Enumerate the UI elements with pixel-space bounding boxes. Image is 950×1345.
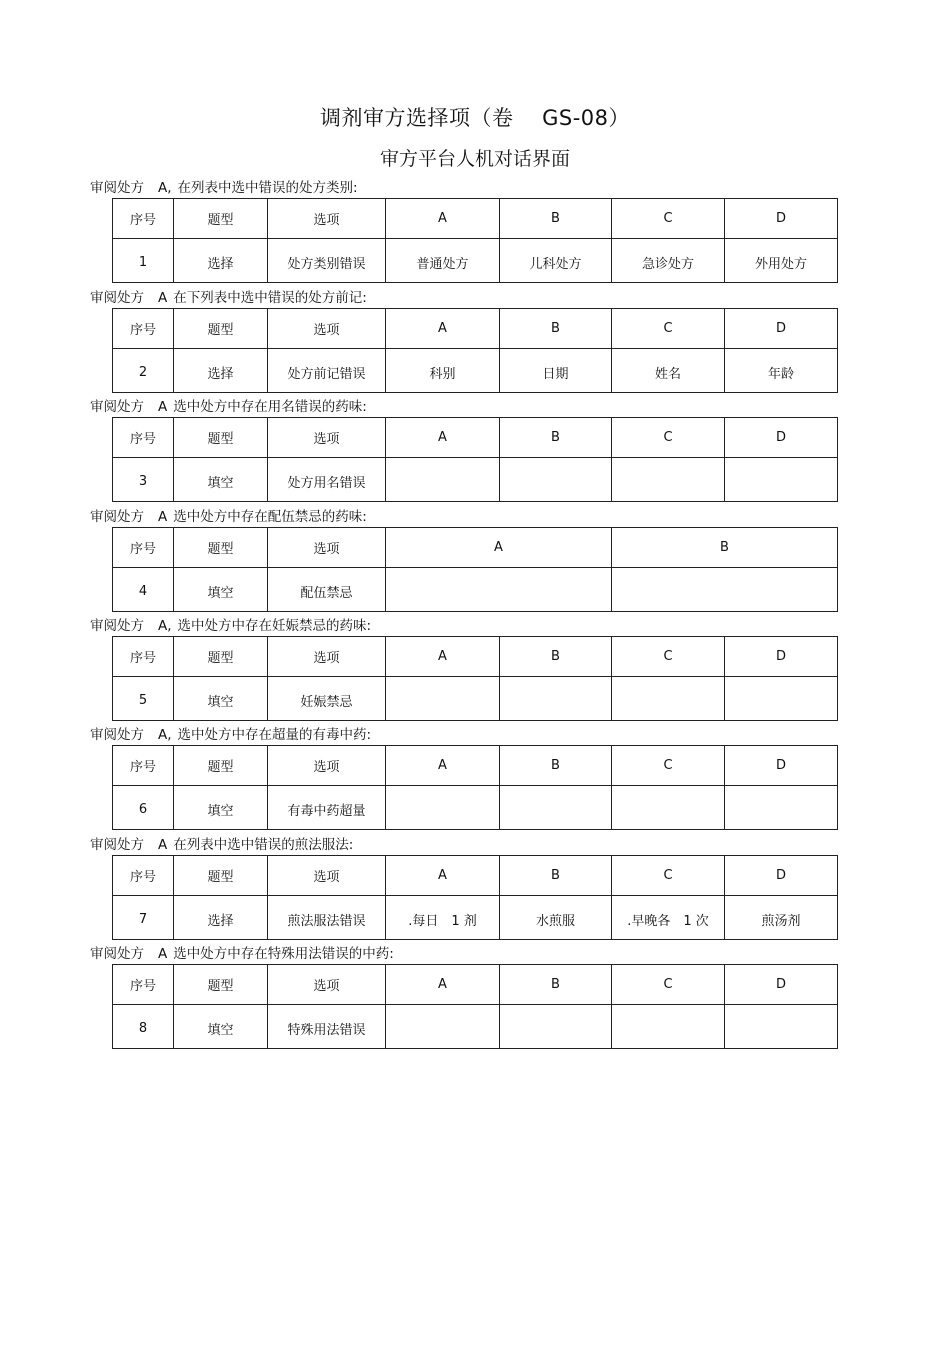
answer-field-d[interactable]	[725, 786, 838, 830]
header-a: A	[386, 637, 500, 677]
choice-b[interactable]: 儿科处方	[500, 239, 612, 283]
options-table	[112, 636, 838, 721]
header-row	[113, 199, 838, 239]
cell-option: 煎法服法错误	[268, 896, 386, 940]
options-table	[112, 855, 838, 940]
header-b: B	[500, 856, 612, 896]
header-c: C	[612, 746, 725, 786]
label-instruction: 选中处方中存在用名错误的药味:	[173, 399, 367, 415]
label-code: A,	[158, 727, 172, 743]
header-option: 选项	[268, 965, 386, 1005]
choice-b[interactable]: 日期	[500, 349, 612, 393]
section-label	[90, 286, 367, 306]
header-row	[113, 965, 838, 1005]
cell-type: 填空	[174, 458, 268, 502]
answer-field-c[interactable]	[612, 677, 725, 721]
choice-c[interactable]: 姓名	[612, 349, 725, 393]
choice-d[interactable]: 年龄	[725, 349, 838, 393]
cell-type: 填空	[174, 1005, 268, 1049]
header-option: 选项	[268, 199, 386, 239]
answer-field-c[interactable]	[612, 1005, 725, 1049]
label-code: A	[158, 290, 168, 306]
header-b: B	[500, 637, 612, 677]
answer-field-b[interactable]	[500, 677, 612, 721]
cell-option: 配伍禁忌	[268, 568, 386, 612]
header-type: 题型	[174, 528, 268, 568]
table-row	[113, 677, 838, 721]
cell-no: 7	[113, 896, 174, 940]
header-no: 序号	[113, 418, 174, 458]
page-title: 调剂审方选择项（卷 GS-08）	[319, 106, 631, 130]
header-d: D	[725, 856, 838, 896]
choice-a[interactable]: .每日 1 剂	[386, 896, 500, 940]
cell-no: 6	[113, 786, 174, 830]
header-option: 选项	[268, 856, 386, 896]
answer-field-a[interactable]	[386, 458, 500, 502]
choice-c[interactable]: .早晚各 1 次	[612, 896, 725, 940]
cell-option: 处方用名错误	[268, 458, 386, 502]
label-prefix: 审阅处方	[90, 180, 144, 196]
header-no: 序号	[113, 199, 174, 239]
header-option: 选项	[268, 418, 386, 458]
table-row	[113, 458, 838, 502]
label-instruction: 在列表中选中错误的煎法服法:	[173, 837, 354, 853]
label-prefix: 审阅处方	[90, 946, 144, 962]
answer-field-b[interactable]	[500, 458, 612, 502]
table-row	[113, 239, 838, 283]
header-row	[113, 746, 838, 786]
cell-option: 特殊用法错误	[268, 1005, 386, 1049]
header-option: 选项	[268, 528, 386, 568]
header-c: C	[612, 199, 725, 239]
cell-no: 4	[113, 568, 174, 612]
label-instruction: 在下列表中选中错误的处方前记:	[173, 290, 367, 306]
label-instruction: 选中处方中存在特殊用法错误的中药:	[173, 946, 394, 962]
cell-no: 3	[113, 458, 174, 502]
header-type: 题型	[174, 637, 268, 677]
choice-c[interactable]: 急诊处方	[612, 239, 725, 283]
header-no: 序号	[113, 746, 174, 786]
choice-a[interactable]: 普通处方	[386, 239, 500, 283]
options-table	[112, 527, 838, 612]
table-row	[113, 896, 838, 940]
header-c: C	[612, 856, 725, 896]
header-a: A	[386, 199, 500, 239]
label-instruction: 选中处方中存在配伍禁忌的药味:	[173, 509, 367, 525]
header-d: D	[725, 746, 838, 786]
header-d: D	[725, 309, 838, 349]
header-b: B	[500, 309, 612, 349]
cell-no: 8	[113, 1005, 174, 1049]
header-c: C	[612, 637, 725, 677]
header-option: 选项	[268, 746, 386, 786]
header-type: 题型	[174, 856, 268, 896]
header-c: C	[612, 965, 725, 1005]
header-type: 题型	[174, 309, 268, 349]
header-a: A	[386, 528, 612, 568]
cell-type: 填空	[174, 677, 268, 721]
header-type: 题型	[174, 418, 268, 458]
header-a: A	[386, 309, 500, 349]
cell-type: 选择	[174, 896, 268, 940]
header-a: A	[386, 746, 500, 786]
header-c: C	[612, 418, 725, 458]
table-row	[113, 349, 838, 393]
answer-field-b[interactable]	[500, 1005, 612, 1049]
header-b: B	[500, 418, 612, 458]
cell-no: 5	[113, 677, 174, 721]
cell-no: 1	[113, 239, 174, 283]
answer-field-c[interactable]	[612, 786, 725, 830]
header-row	[113, 418, 838, 458]
cell-type: 选择	[174, 349, 268, 393]
label-code: A	[158, 837, 168, 853]
header-no: 序号	[113, 965, 174, 1005]
header-a: A	[386, 856, 500, 896]
header-row	[113, 309, 838, 349]
label-instruction: 选中处方中存在超量的有毒中药:	[177, 727, 372, 743]
label-code: A	[158, 399, 168, 415]
label-prefix: 审阅处方	[90, 618, 144, 634]
options-table	[112, 308, 838, 393]
answer-field-d[interactable]	[725, 1005, 838, 1049]
answer-field-a[interactable]	[386, 786, 500, 830]
options-table	[112, 964, 838, 1049]
label-code: A	[158, 509, 168, 525]
header-no: 序号	[113, 856, 174, 896]
header-b: B	[500, 965, 612, 1005]
choice-d[interactable]: 外用处方	[725, 239, 838, 283]
answer-field-d[interactable]	[725, 458, 838, 502]
answer-field-c[interactable]	[612, 458, 725, 502]
cell-type: 填空	[174, 568, 268, 612]
options-table	[112, 745, 838, 830]
table-row	[113, 786, 838, 830]
section-label	[90, 723, 371, 743]
header-b: B	[612, 528, 838, 568]
header-b: B	[500, 199, 612, 239]
section-label	[90, 176, 358, 196]
header-row	[113, 637, 838, 677]
header-type: 题型	[174, 746, 268, 786]
header-no: 序号	[113, 637, 174, 677]
cell-option: 有毒中药超量	[268, 786, 386, 830]
label-instruction: 在列表中选中错误的处方类别:	[177, 180, 358, 196]
header-row	[113, 528, 838, 568]
section-label	[90, 942, 394, 962]
section-label	[90, 614, 371, 634]
header-d: D	[725, 199, 838, 239]
header-a: A	[386, 418, 500, 458]
header-no: 序号	[113, 309, 174, 349]
header-a: A	[386, 965, 500, 1005]
header-option: 选项	[268, 637, 386, 677]
label-prefix: 审阅处方	[90, 509, 144, 525]
header-row	[113, 856, 838, 896]
header-type: 题型	[174, 199, 268, 239]
section-label	[90, 833, 353, 853]
table-row	[113, 1005, 838, 1049]
header-d: D	[725, 965, 838, 1005]
cell-type: 选择	[174, 239, 268, 283]
page-subtitle: 审方平台人机对话界面	[379, 148, 570, 170]
label-code: A,	[158, 618, 172, 634]
answer-field-d[interactable]	[725, 677, 838, 721]
header-type: 题型	[174, 965, 268, 1005]
label-prefix: 审阅处方	[90, 290, 144, 306]
cell-no: 2	[113, 349, 174, 393]
section-label	[90, 395, 367, 415]
header-b: B	[500, 746, 612, 786]
table-row	[113, 568, 838, 612]
cell-option: 妊娠禁忌	[268, 677, 386, 721]
section-label	[90, 505, 367, 525]
label-prefix: 审阅处方	[90, 837, 144, 853]
choice-b[interactable]: 水煎服	[500, 896, 612, 940]
header-d: D	[725, 637, 838, 677]
label-instruction: 选中处方中存在妊娠禁忌的药味:	[177, 618, 372, 634]
choice-a[interactable]: 科别	[386, 349, 500, 393]
answer-field-b[interactable]	[500, 786, 612, 830]
answer-field-a[interactable]	[386, 568, 612, 612]
cell-option: 处方前记错误	[268, 349, 386, 393]
header-option: 选项	[268, 309, 386, 349]
header-d: D	[725, 418, 838, 458]
header-no: 序号	[113, 528, 174, 568]
cell-option: 处方类别错误	[268, 239, 386, 283]
header-c: C	[612, 309, 725, 349]
label-code: A,	[158, 180, 172, 196]
label-prefix: 审阅处方	[90, 399, 144, 415]
options-table	[112, 198, 838, 283]
answer-field-a[interactable]	[386, 677, 500, 721]
options-table	[112, 417, 838, 502]
cell-type: 填空	[174, 786, 268, 830]
answer-field-b[interactable]	[612, 568, 838, 612]
answer-field-a[interactable]	[386, 1005, 500, 1049]
label-code: A	[158, 946, 168, 962]
choice-d[interactable]: 煎汤剂	[725, 896, 838, 940]
label-prefix: 审阅处方	[90, 727, 144, 743]
